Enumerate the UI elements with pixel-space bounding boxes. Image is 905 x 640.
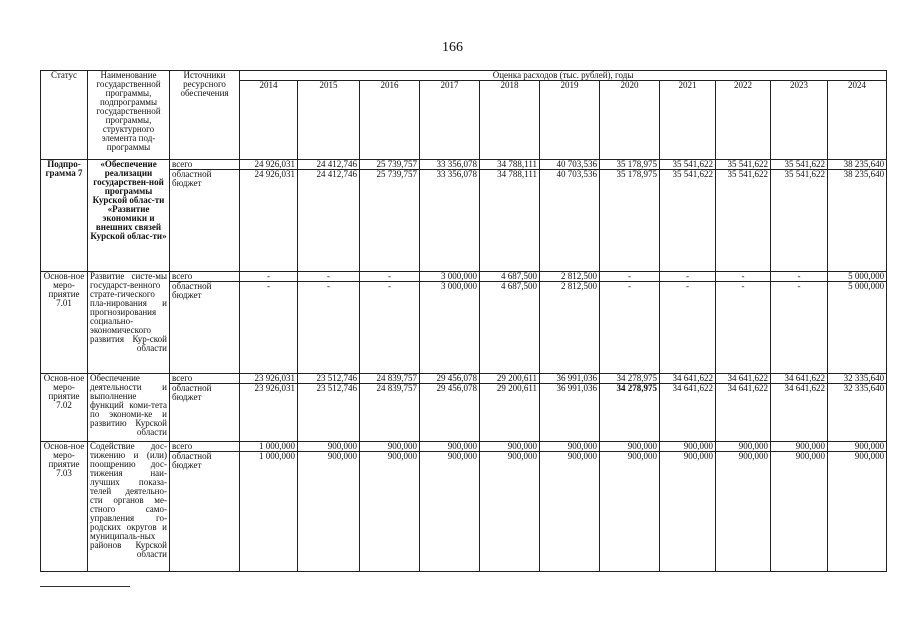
value-cell: 900,000	[771, 452, 828, 572]
value-cell: 34 278,975	[600, 374, 660, 384]
value-cell: 4 687,500	[480, 282, 540, 374]
value-cell: -	[360, 282, 420, 374]
value-cell: 3 000,000	[420, 282, 480, 374]
header-year: 2019	[540, 81, 600, 160]
value-cell: 900,000	[480, 442, 540, 452]
value-cell: 34 641,622	[716, 374, 771, 384]
header-year: 2020	[600, 81, 660, 160]
value-cell: 900,000	[298, 442, 360, 452]
source-label: областной бюджет	[170, 170, 240, 272]
table-row	[41, 272, 887, 282]
value-cell: 35 541,622	[771, 160, 828, 170]
value-cell: 40 703,536	[540, 160, 600, 170]
value-cell: 29 200,611	[480, 374, 540, 384]
row-status: Подпро-грамма 7	[41, 160, 88, 272]
value-cell: -	[600, 282, 660, 374]
value-cell: 23 512,746	[298, 374, 360, 384]
header-year: 2024	[828, 81, 887, 160]
header-year: 2021	[660, 81, 716, 160]
value-cell: 35 541,622	[660, 170, 716, 272]
value-cell: 900,000	[716, 452, 771, 572]
header-name: Наименование государственной программы, подпрограммы государственной программы, структурного элемента под-программы	[88, 71, 170, 160]
table-row	[41, 374, 887, 384]
table-body	[41, 160, 887, 572]
value-cell: 35 541,622	[771, 170, 828, 272]
value-cell: 36 991,036	[540, 374, 600, 384]
value-cell: 5 000,000	[828, 282, 887, 374]
value-cell: 33 356,078	[420, 160, 480, 170]
value-cell: 24 926,031	[240, 160, 298, 170]
value-cell: -	[716, 282, 771, 374]
header-year: 2018	[480, 81, 540, 160]
value-cell: 34 641,622	[771, 384, 828, 442]
value-cell: -	[771, 272, 828, 282]
value-cell: 34 788,111	[480, 160, 540, 170]
source-label: всего	[170, 374, 240, 384]
row-status: Основ-ное меро-приятие 7.03	[41, 442, 88, 572]
value-cell: 29 200,611	[480, 384, 540, 442]
value-cell: 23 512,746	[298, 384, 360, 442]
value-cell: 900,000	[298, 452, 360, 572]
value-cell: 3 000,000	[420, 272, 480, 282]
value-cell: 35 541,622	[716, 160, 771, 170]
value-cell: 34 641,622	[716, 384, 771, 442]
value-cell: 900,000	[360, 442, 420, 452]
header-estimate: Оценка расходов (тыс. рублей), годы	[240, 71, 887, 81]
value-cell: -	[298, 272, 360, 282]
value-cell: 900,000	[480, 452, 540, 572]
table-row	[41, 160, 887, 170]
value-cell: -	[240, 282, 298, 374]
value-cell: 5 000,000	[828, 272, 887, 282]
value-cell: -	[600, 272, 660, 282]
value-cell: 34 788,111	[480, 170, 540, 272]
footnote-divider	[40, 586, 130, 587]
value-cell: 23 926,031	[240, 384, 298, 442]
value-cell: 25 739,757	[360, 170, 420, 272]
value-cell: 35 178,975	[600, 160, 660, 170]
source-label: всего	[170, 442, 240, 452]
value-cell: 24 412,746	[298, 160, 360, 170]
value-cell: 900,000	[600, 442, 660, 452]
row-name: Развитие систе-мы государст-венного страте-гического пла-нирования и прогнозирования социально-экономического развития Кур-ской области	[88, 272, 170, 374]
value-cell: 29 456,078	[420, 374, 480, 384]
source-label: областной бюджет	[170, 384, 240, 442]
source-label: областной бюджет	[170, 282, 240, 374]
value-cell: 24 839,757	[360, 384, 420, 442]
value-cell: 24 839,757	[360, 374, 420, 384]
value-cell: 900,000	[360, 452, 420, 572]
value-cell: 35 541,622	[716, 170, 771, 272]
value-cell: 900,000	[540, 442, 600, 452]
source-label: всего	[170, 160, 240, 170]
value-cell: 34 278,975	[600, 384, 660, 442]
value-cell: 1 000,000	[240, 442, 298, 452]
value-cell: 900,000	[420, 452, 480, 572]
value-cell: -	[360, 272, 420, 282]
value-cell: -	[660, 282, 716, 374]
header-source: Источники ресурсного обеспечения	[170, 71, 240, 160]
value-cell: 34 641,622	[660, 374, 716, 384]
source-label: всего	[170, 272, 240, 282]
value-cell: 24 412,746	[298, 170, 360, 272]
value-cell: 23 926,031	[240, 374, 298, 384]
value-cell: 900,000	[420, 442, 480, 452]
value-cell: 900,000	[828, 442, 887, 452]
value-cell: 25 739,757	[360, 160, 420, 170]
value-cell: 32 335,640	[828, 384, 887, 442]
table-row	[41, 442, 887, 452]
header-year: 2016	[360, 81, 420, 160]
row-status: Основ-ное меро-приятие 7.01	[41, 272, 88, 374]
source-label: областной бюджет	[170, 452, 240, 572]
header-status: Статус	[41, 71, 88, 160]
value-cell: 2 812,500	[540, 282, 600, 374]
value-cell: 34 641,622	[771, 374, 828, 384]
header-year: 2022	[716, 81, 771, 160]
value-cell: 900,000	[600, 452, 660, 572]
page-number: 166	[442, 40, 463, 55]
value-cell: 900,000	[771, 442, 828, 452]
value-cell: -	[771, 282, 828, 374]
table-header	[41, 71, 887, 160]
value-cell: 34 641,622	[660, 384, 716, 442]
row-status: Основ-ное меро-приятие 7.02	[41, 374, 88, 442]
value-cell: 1 000,000	[240, 452, 298, 572]
value-cell: 35 178,975	[600, 170, 660, 272]
value-cell: 38 235,640	[828, 170, 887, 272]
header-year: 2023	[771, 81, 828, 160]
header-year: 2015	[298, 81, 360, 160]
value-cell: 35 541,622	[660, 160, 716, 170]
row-name: Содействие дос-тижению и (или) поощрению дос-тижения наи-лучших показа-телей деятельно-сти органов ме-стного само-управления го-родских округов и муниципаль-ных районов Курской области	[88, 442, 170, 572]
value-cell: -	[298, 282, 360, 374]
value-cell: 36 991,036	[540, 384, 600, 442]
value-cell: 33 356,078	[420, 170, 480, 272]
header-year: 2014	[240, 81, 298, 160]
row-name: «Обеспечение реализации государствен-ной программы Курской облас-ти «Развитие экономики и внешних связей Курской облас-ти»	[88, 160, 170, 272]
value-cell: 900,000	[660, 452, 716, 572]
value-cell: 900,000	[540, 452, 600, 572]
budget-table	[40, 70, 887, 572]
value-cell: 40 703,536	[540, 170, 600, 272]
value-cell: 38 235,640	[828, 160, 887, 170]
value-cell: -	[716, 272, 771, 282]
value-cell: 29 456,078	[420, 384, 480, 442]
value-cell: 900,000	[716, 442, 771, 452]
value-cell: 32 335,640	[828, 374, 887, 384]
value-cell: 24 926,031	[240, 170, 298, 272]
value-cell: -	[240, 272, 298, 282]
header-year: 2017	[420, 81, 480, 160]
value-cell: -	[660, 272, 716, 282]
value-cell: 2 812,500	[540, 272, 600, 282]
value-cell: 900,000	[660, 442, 716, 452]
value-cell: 900,000	[828, 452, 887, 572]
row-name: Обеспечение деятельности и выполнение функций коми-тета по экономи-ке и развитию Курской области	[88, 374, 170, 442]
value-cell: 4 687,500	[480, 272, 540, 282]
